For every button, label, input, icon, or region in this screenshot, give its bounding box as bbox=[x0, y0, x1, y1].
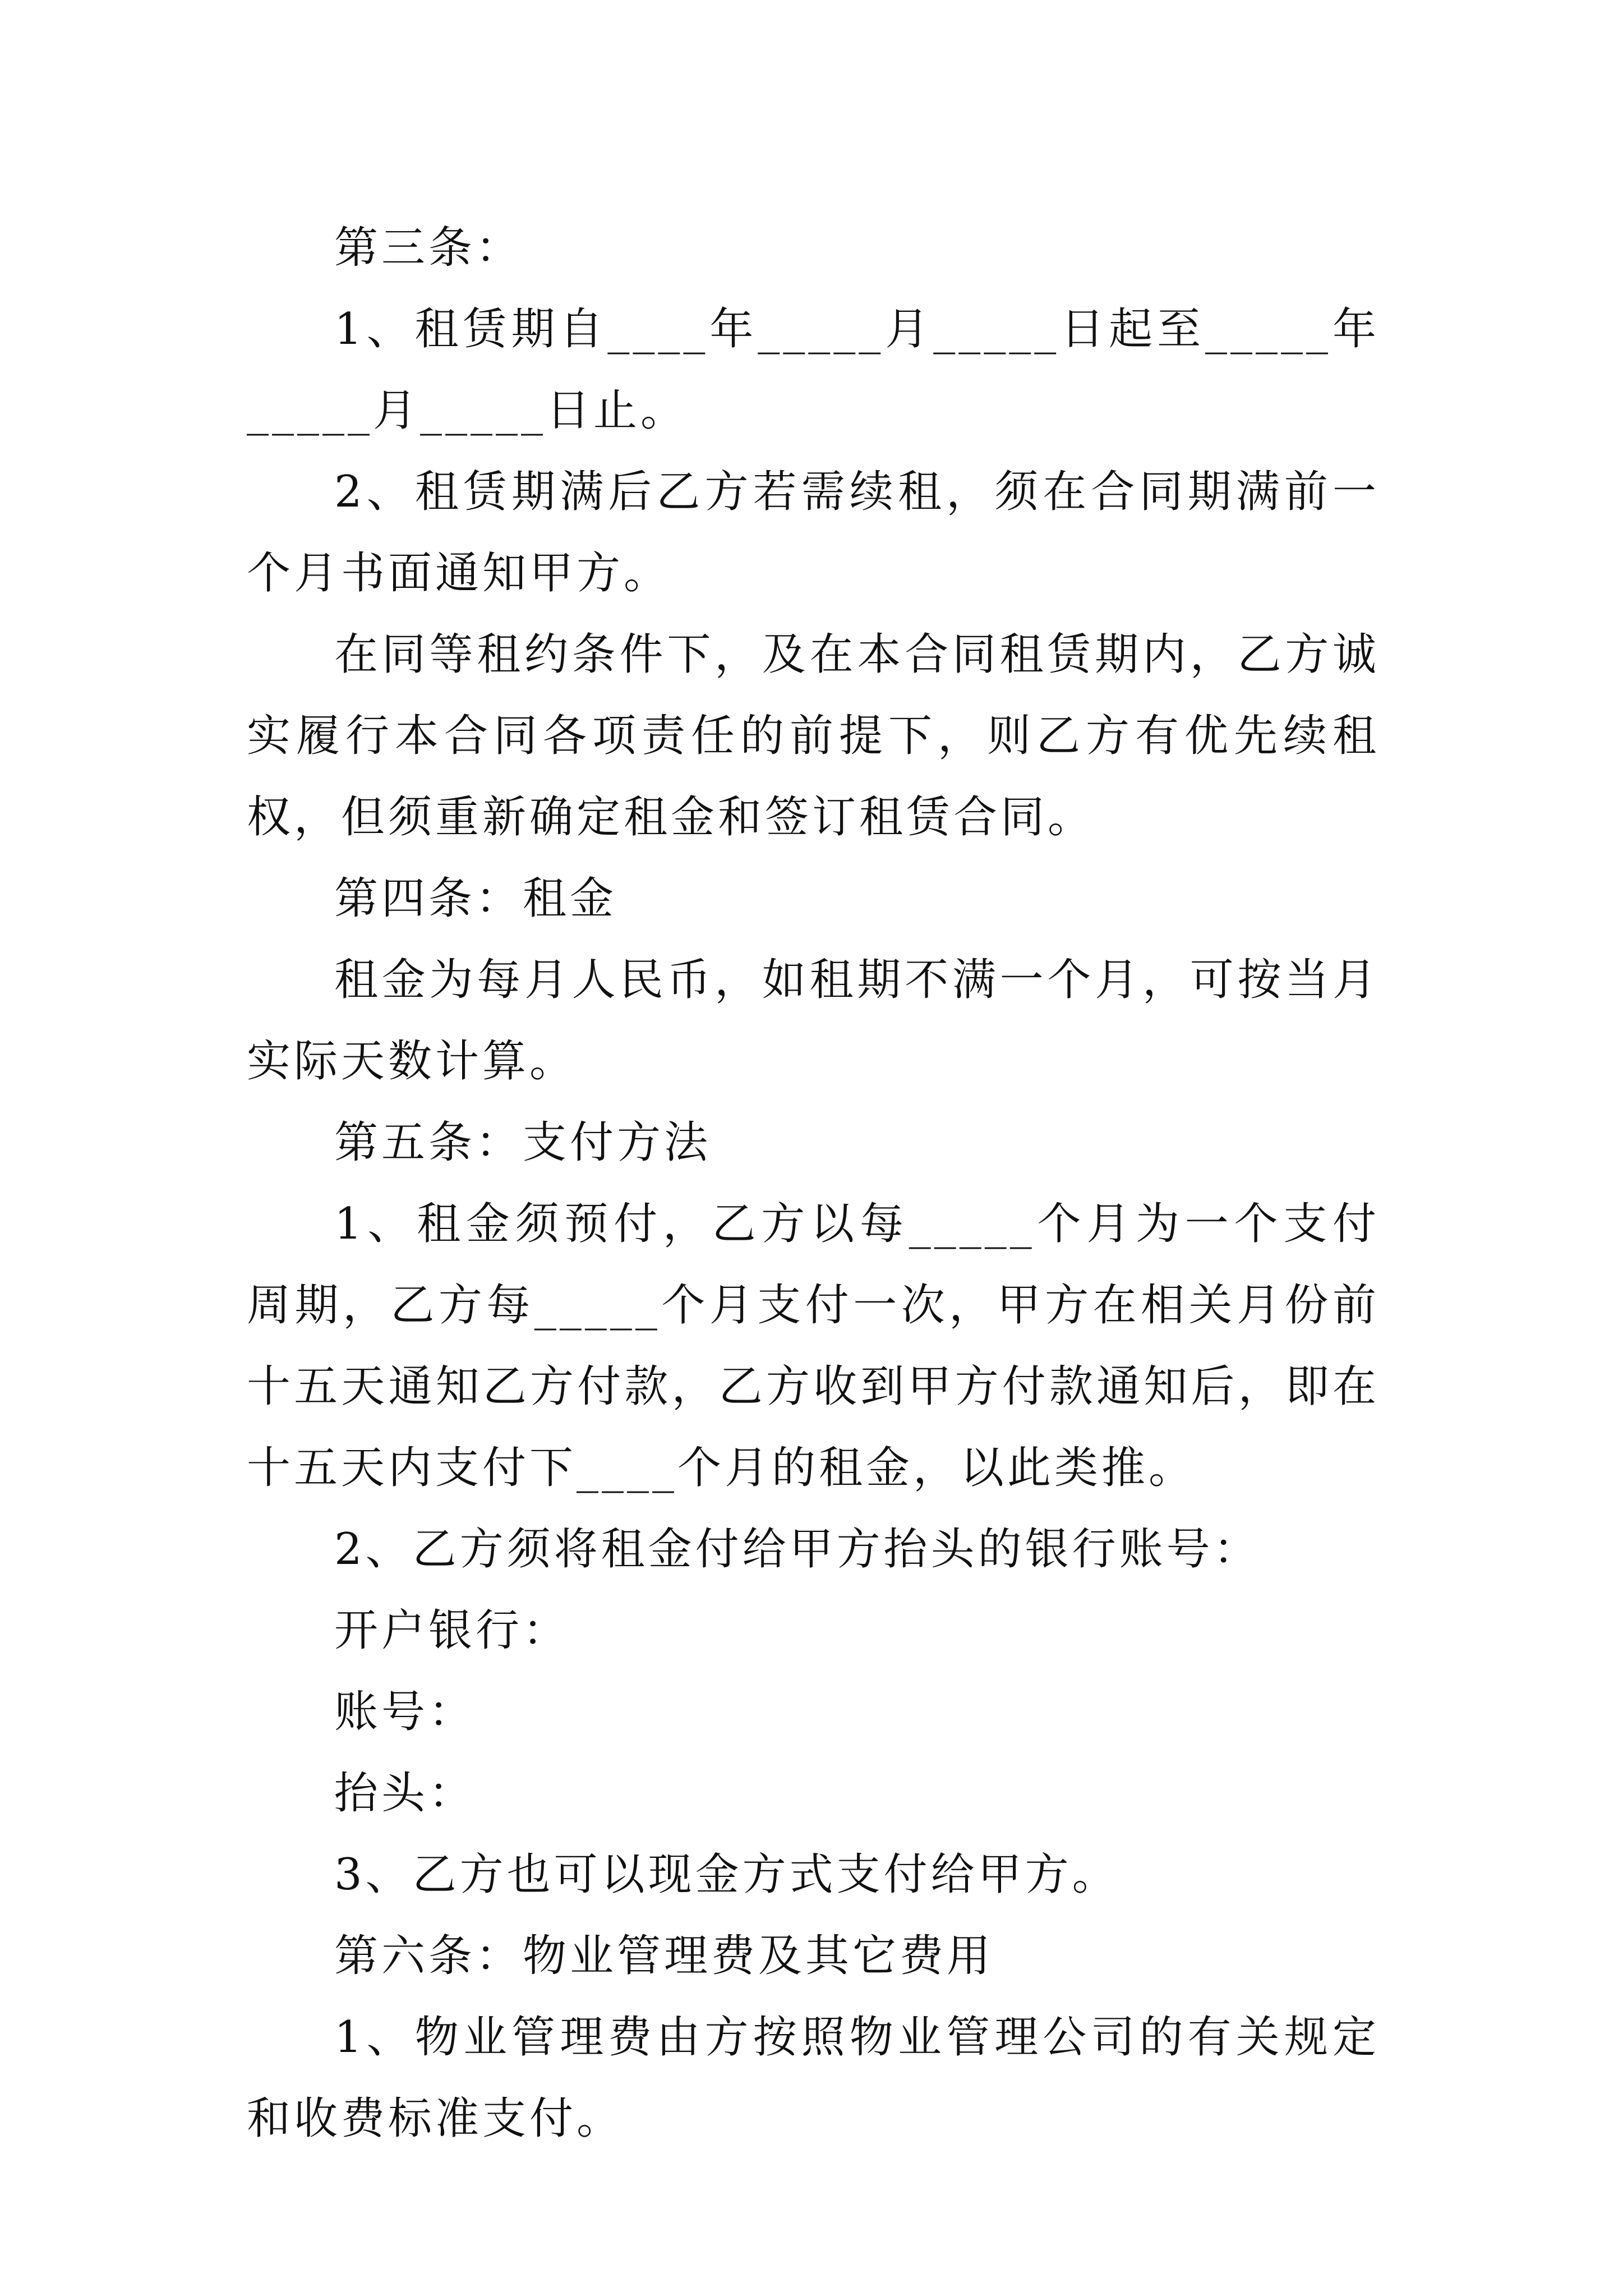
paragraph-lease-period: 1、租赁期自____年_____月_____日起至_____年_____月_____日止。 bbox=[247, 304, 1380, 436]
paragraph-bank-account-intro: 2、乙方须将租金付给甲方抬头的银行账号： bbox=[334, 1524, 1261, 1575]
paragraph-management-fee: 1、物业管理费由方按照物业管理公司的有关规定和收费标准支付。 bbox=[247, 2012, 1380, 2144]
document-body bbox=[247, 208, 1380, 2160]
paragraph-payment-cycle: 1、租金须预付，乙方以每_____个月为一个支付周期，乙方每_____个月支付一次，甲方在相关月份前十五天通知乙方付款，乙方收到甲方付款通知后，即在十五天内支付下____个月的租金，以此类推。 bbox=[247, 1199, 1380, 1493]
paragraph-rent-amount: 租金为每月人民币，如租期不满一个月，可按当月实际天数计算。 bbox=[247, 955, 1380, 1087]
paragraph-article-3-heading: 第三条： bbox=[334, 223, 523, 273]
paragraph-article-5-heading: 第五条：支付方法 bbox=[334, 1117, 712, 1168]
paragraph-cash-payment: 3、乙方也可以现金方式支付给甲方。 bbox=[334, 1849, 1119, 1900]
paragraph-article-6-heading: 第六条：物业管理费及其它费用 bbox=[334, 1931, 994, 1981]
paragraph-article-4-heading: 第四条：租金 bbox=[334, 873, 617, 924]
paragraph-renewal-priority: 在同等租约条件下，及在本合同租赁期内，乙方诚实履行本合同各项责任的前提下，则乙方有优先续租权，但须重新确定租金和签订租赁合同。 bbox=[247, 629, 1380, 843]
paragraph-account-number: 账号： bbox=[334, 1687, 476, 1737]
paragraph-account-holder: 抬头： bbox=[334, 1768, 476, 1819]
paragraph-renewal-notice: 2、租赁期满后乙方若需续租，须在合同期满前一个月书面通知甲方。 bbox=[247, 467, 1380, 599]
paragraph-bank-name: 开户银行： bbox=[334, 1605, 570, 1656]
